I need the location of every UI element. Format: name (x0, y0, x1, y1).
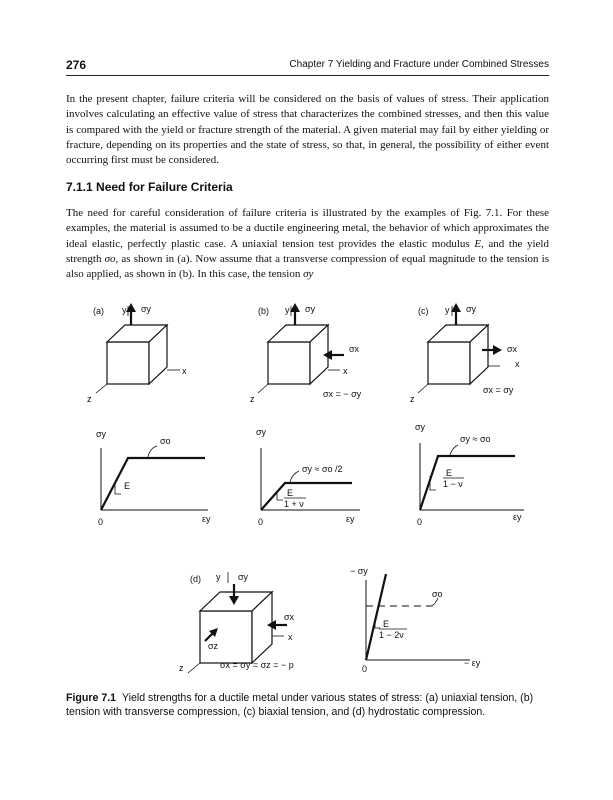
graph-a-y-label: σy (96, 429, 107, 439)
graph-d-y-label: − σy (350, 566, 368, 576)
axis-z-line-b (258, 384, 268, 393)
stress-arrowhead-b (290, 303, 300, 312)
axis-x-label-d: x (288, 632, 293, 642)
axis-x-label-c: x (515, 359, 520, 369)
graph-panel-b (256, 427, 360, 527)
axis-y-label-a: y (122, 305, 127, 315)
axis-z-label-a: z (87, 394, 92, 404)
tension-arrowhead-c (493, 345, 502, 355)
condition-b: σx = − σy (323, 389, 362, 399)
graph-b-level-label: σy ≈ σo /2 (302, 464, 343, 474)
cube-c-front (428, 342, 470, 384)
graph-b-y-label: σy (256, 427, 267, 437)
graph-a-slope-label: E (124, 481, 131, 491)
caption-label: Figure 7.1 (66, 692, 117, 704)
sigma-x-label-d: σx (284, 612, 295, 622)
graph-a-origin: 0 (98, 517, 104, 527)
graph-c-x-label: εy (513, 512, 522, 522)
graph-c-slope-num: E (446, 468, 453, 478)
cube-panel-d (179, 572, 295, 673)
cube-b-front (268, 342, 310, 384)
graph-c-origin: 0 (417, 517, 423, 527)
axis-z-label-c: z (410, 394, 415, 404)
tension-symbol: σy (303, 268, 314, 281)
sigma-y-label-a: σy (141, 304, 152, 314)
stress-arrowhead-c (451, 303, 461, 312)
graph-d-slope-den: 1 − 2ν (379, 630, 404, 640)
graph-b-leader (290, 471, 299, 482)
running-head: Chapter 7 Yielding and Fracture under Combined Stresses (289, 59, 549, 70)
page-number: 276 (66, 58, 87, 72)
graph-c-level-label: σy ≈ σo (460, 434, 491, 444)
section-heading: 7.1.1 Need for Failure Criteria (66, 180, 233, 194)
condition-d: σx = σy = σz = − p (220, 660, 294, 670)
para-part-a: The need for careful consideration of failure criteria is illustrated by the examples of Fig. 7.1. For these examples, the material is assumed to be a ductile engineering metal, the behavior of which approximates the ideal elastic, perfectly plastic case. A uniaxial tension test provides the elastic modulus (66, 207, 549, 250)
graph-c-y-label: σy (415, 422, 426, 432)
intro-paragraph: In the present chapter, failure criteria will be considered on the basis of values of stress. Their application involves calculating an effective value of stress that characterizes the combined stresses, and then this value is compared with the yield or fracture strength of the material. A given material may fail by either yielding or fracture, depending on its properties and the state of stress, so that, in general, the possibility of either event occurring first must be considered. (66, 93, 549, 167)
graph-panel-a (96, 429, 211, 527)
graph-d-level-label: σo (432, 589, 443, 599)
graph-d-slope-num: E (383, 619, 390, 629)
graph-panel-c (415, 422, 524, 527)
stress-arrowhead-a (126, 303, 136, 312)
graph-b-curve (261, 483, 352, 510)
axis-x-label-b: x (343, 366, 348, 376)
figure-caption (66, 691, 549, 719)
sigma-x-label-c: σx (507, 344, 518, 354)
graph-b-slope-den: 1 + ν (284, 499, 304, 509)
axis-z-line-d (188, 663, 200, 673)
graph-c-slope-den: 1 − ν (443, 479, 463, 489)
sigma-z-label-d: σz (208, 641, 219, 651)
axis-z-line-c (418, 384, 428, 393)
para-part-b: , and the yield strength (66, 237, 549, 265)
graph-a-leader (148, 446, 157, 457)
panel-d-label: (d) (190, 574, 201, 584)
graph-c-curve (420, 456, 515, 510)
graph-d-leader (432, 598, 438, 606)
graph-d-origin: 0 (362, 664, 368, 674)
axis-z-line-a (96, 384, 107, 393)
graph-a-x-label: εy (202, 514, 211, 524)
panel-b-label: (b) (258, 306, 269, 316)
graph-b-x-label: εy (346, 514, 355, 524)
axis-y-label-c: y (445, 305, 450, 315)
graph-b-origin: 0 (258, 517, 264, 527)
graph-b-slope-mark (277, 492, 283, 500)
sigma-y-label-c: σy (466, 304, 477, 314)
cube-panel-a (87, 303, 187, 404)
axis-y-label-b: y (285, 305, 290, 315)
graph-a-level-label: σo (160, 436, 171, 446)
graph-panel-d (350, 566, 481, 674)
para-part-c: , as shown in (a). Now assume that a transverse compression of equal magnitude to the tension is also applied, as shown in (b). In this case, the tension (66, 252, 549, 281)
cube-a-front (107, 342, 149, 384)
panel-c-label: (c) (418, 306, 429, 316)
graph-c-leader (450, 445, 458, 455)
graph-d-x-label: − εy (464, 658, 481, 668)
condition-c: σx = σy (483, 385, 514, 395)
modulus-symbol: E (474, 237, 482, 250)
cube-panel-c (410, 303, 520, 404)
graph-a-slope-mark (115, 483, 121, 494)
graph-a-curve (101, 458, 205, 510)
axis-x-label-a: x (182, 366, 187, 376)
sigma-y-label-d: σy (238, 572, 249, 582)
cube-panel-b (250, 303, 362, 404)
panel-a-label: (a) (93, 306, 104, 316)
sigma-x-label-b: σx (349, 344, 360, 354)
graph-d-curve (366, 574, 386, 660)
yield-symbol: σo (104, 252, 116, 265)
sigma-y-label-b: σy (305, 304, 316, 314)
axis-y-label-d: y (216, 572, 221, 582)
graph-b-slope-num: E (287, 488, 294, 498)
caption-text: Yield strengths for a ductile metal under various states of stress: (a) uniaxial tension, (b) tension with transverse compression, (c) biaxial tension, and (d) hydrostatic compression. (66, 692, 534, 718)
axis-z-label-d: z (179, 663, 184, 673)
axis-z-label-b: z (250, 394, 255, 404)
